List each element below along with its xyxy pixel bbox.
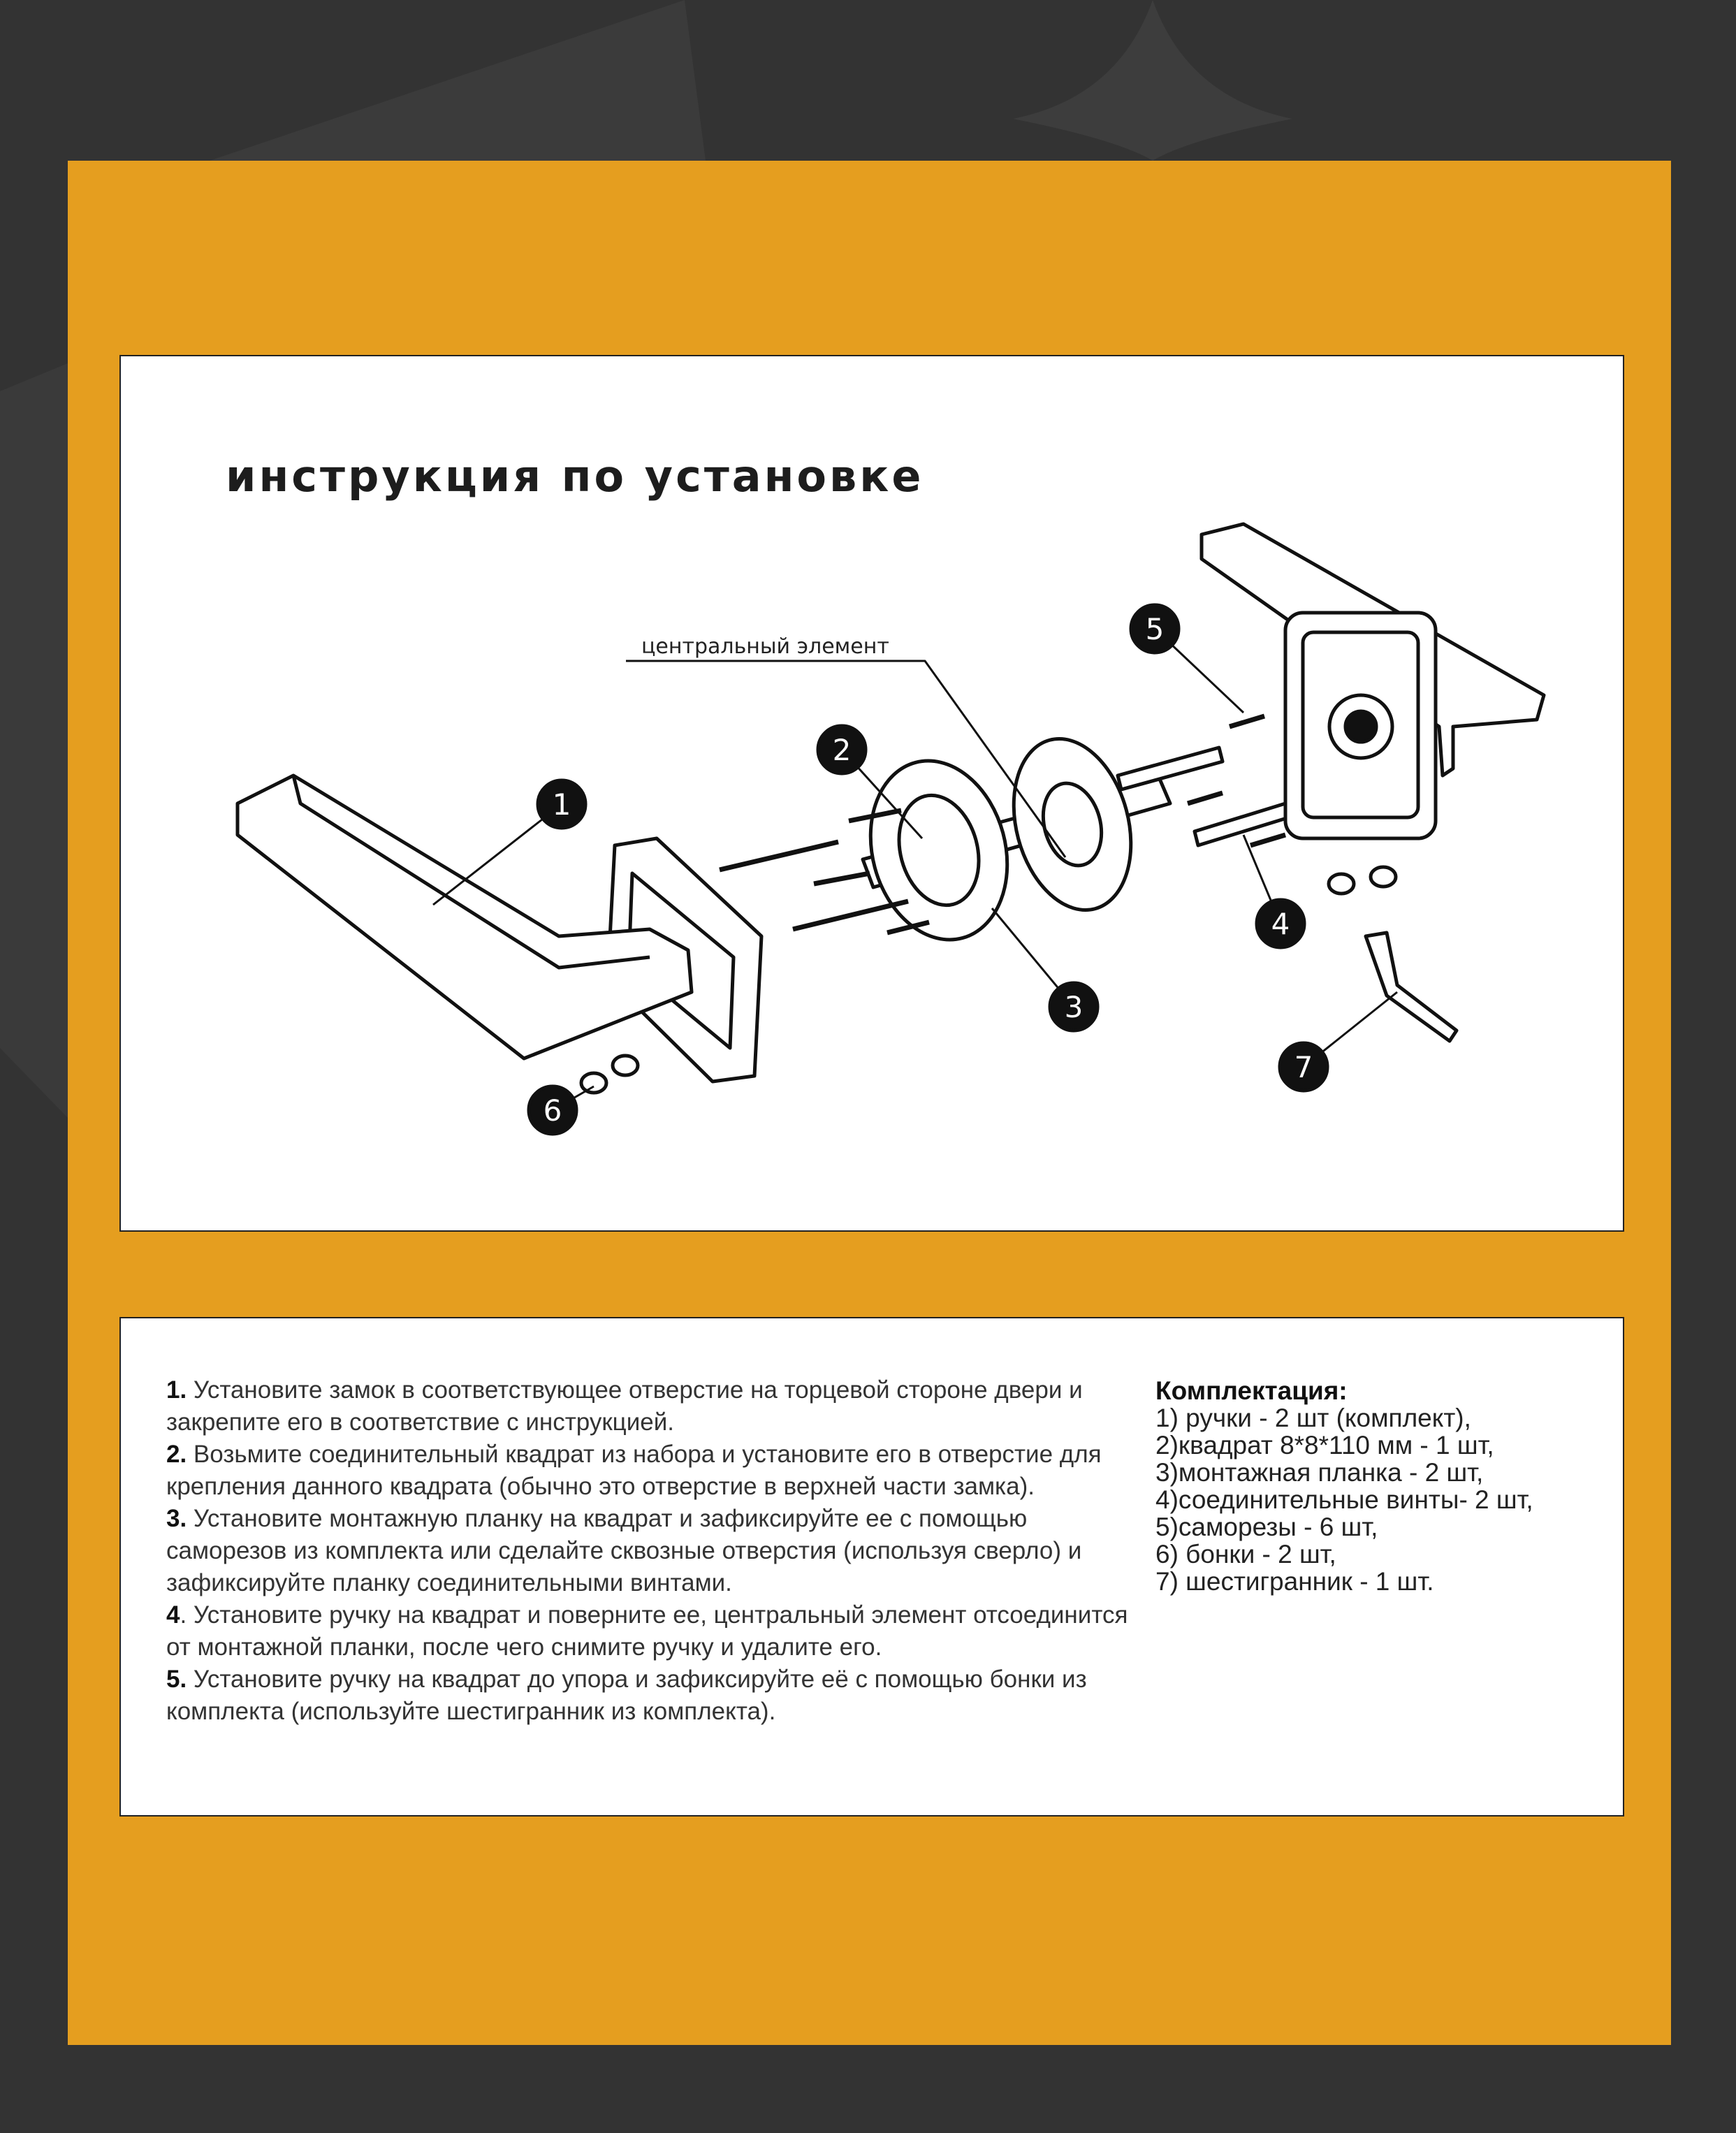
callout-4 — [1257, 900, 1304, 947]
svg-text:7: 7 — [1294, 1050, 1313, 1084]
svg-text:4: 4 — [1271, 907, 1290, 941]
kit-title: Комплектация: — [1155, 1376, 1348, 1405]
callout-7 — [1280, 1043, 1327, 1091]
central-element-label: центральный элемент — [641, 634, 889, 659]
callout-6 — [529, 1086, 576, 1134]
step-5: 5. Установите ручку на квадрат до упора и зафиксируйте её с помощью бонки из комплекта (используйте шестигранник из комплекта). — [166, 1666, 1087, 1725]
callout-3 — [1050, 983, 1097, 1031]
step-1: 1. Установите замок в соответствующее отверстие на торцевой стороне двери и закрепите его в соответствие с инструкцией. — [166, 1376, 1083, 1436]
page-title: инструкция по установке — [226, 451, 924, 502]
svg-text:5: 5 — [1145, 612, 1165, 646]
kit-item: 6) бонки - 2 шт, — [1155, 1540, 1336, 1568]
kit-item: 5)саморезы - 6 шт, — [1155, 1513, 1378, 1541]
step-2: 2. Возьмите соединительный квадрат из набора и установите его в отверстие для крепления данного квадрата (обычно это отверстие в верхней части замка). — [166, 1441, 1102, 1500]
step-4: 4. Установите ручку на квадрат и поверните ее, центральный элемент отсоединится от монтажной планки, после чего снимите ручку и удалите его. — [166, 1601, 1128, 1661]
svg-text:6: 6 — [543, 1093, 562, 1128]
callout-1 — [538, 780, 585, 828]
hex-key-illustration — [1366, 933, 1457, 1041]
svg-text:1: 1 — [552, 787, 571, 822]
kit-item: 3)монтажная планка - 2 шт, — [1155, 1458, 1484, 1487]
right-handle-illustration — [1202, 524, 1544, 838]
kit-item: 1) ручки - 2 шт (комплект), — [1155, 1404, 1471, 1432]
callout-2 — [818, 726, 866, 773]
kit-item: 2)квадрат 8*8*110 мм - 1 шт, — [1155, 1431, 1494, 1459]
mounting-plate-illustration — [852, 726, 1149, 956]
svg-text:2: 2 — [832, 733, 852, 767]
svg-text:3: 3 — [1064, 990, 1084, 1024]
step-3: 3. Установите монтажную планку на квадрат и зафиксируйте ее с помощью саморезов из комплекта или сделайте сквозные отверстия (используя сверло) и зафиксируйте планку соединительными винтами. — [166, 1505, 1082, 1596]
callout-5 — [1131, 605, 1179, 653]
left-handle-illustration — [238, 776, 761, 1082]
kit-item: 7) шестигранник - 1 шт. — [1155, 1567, 1434, 1596]
kit-item: 4)соединительные винты- 2 шт, — [1155, 1485, 1533, 1514]
